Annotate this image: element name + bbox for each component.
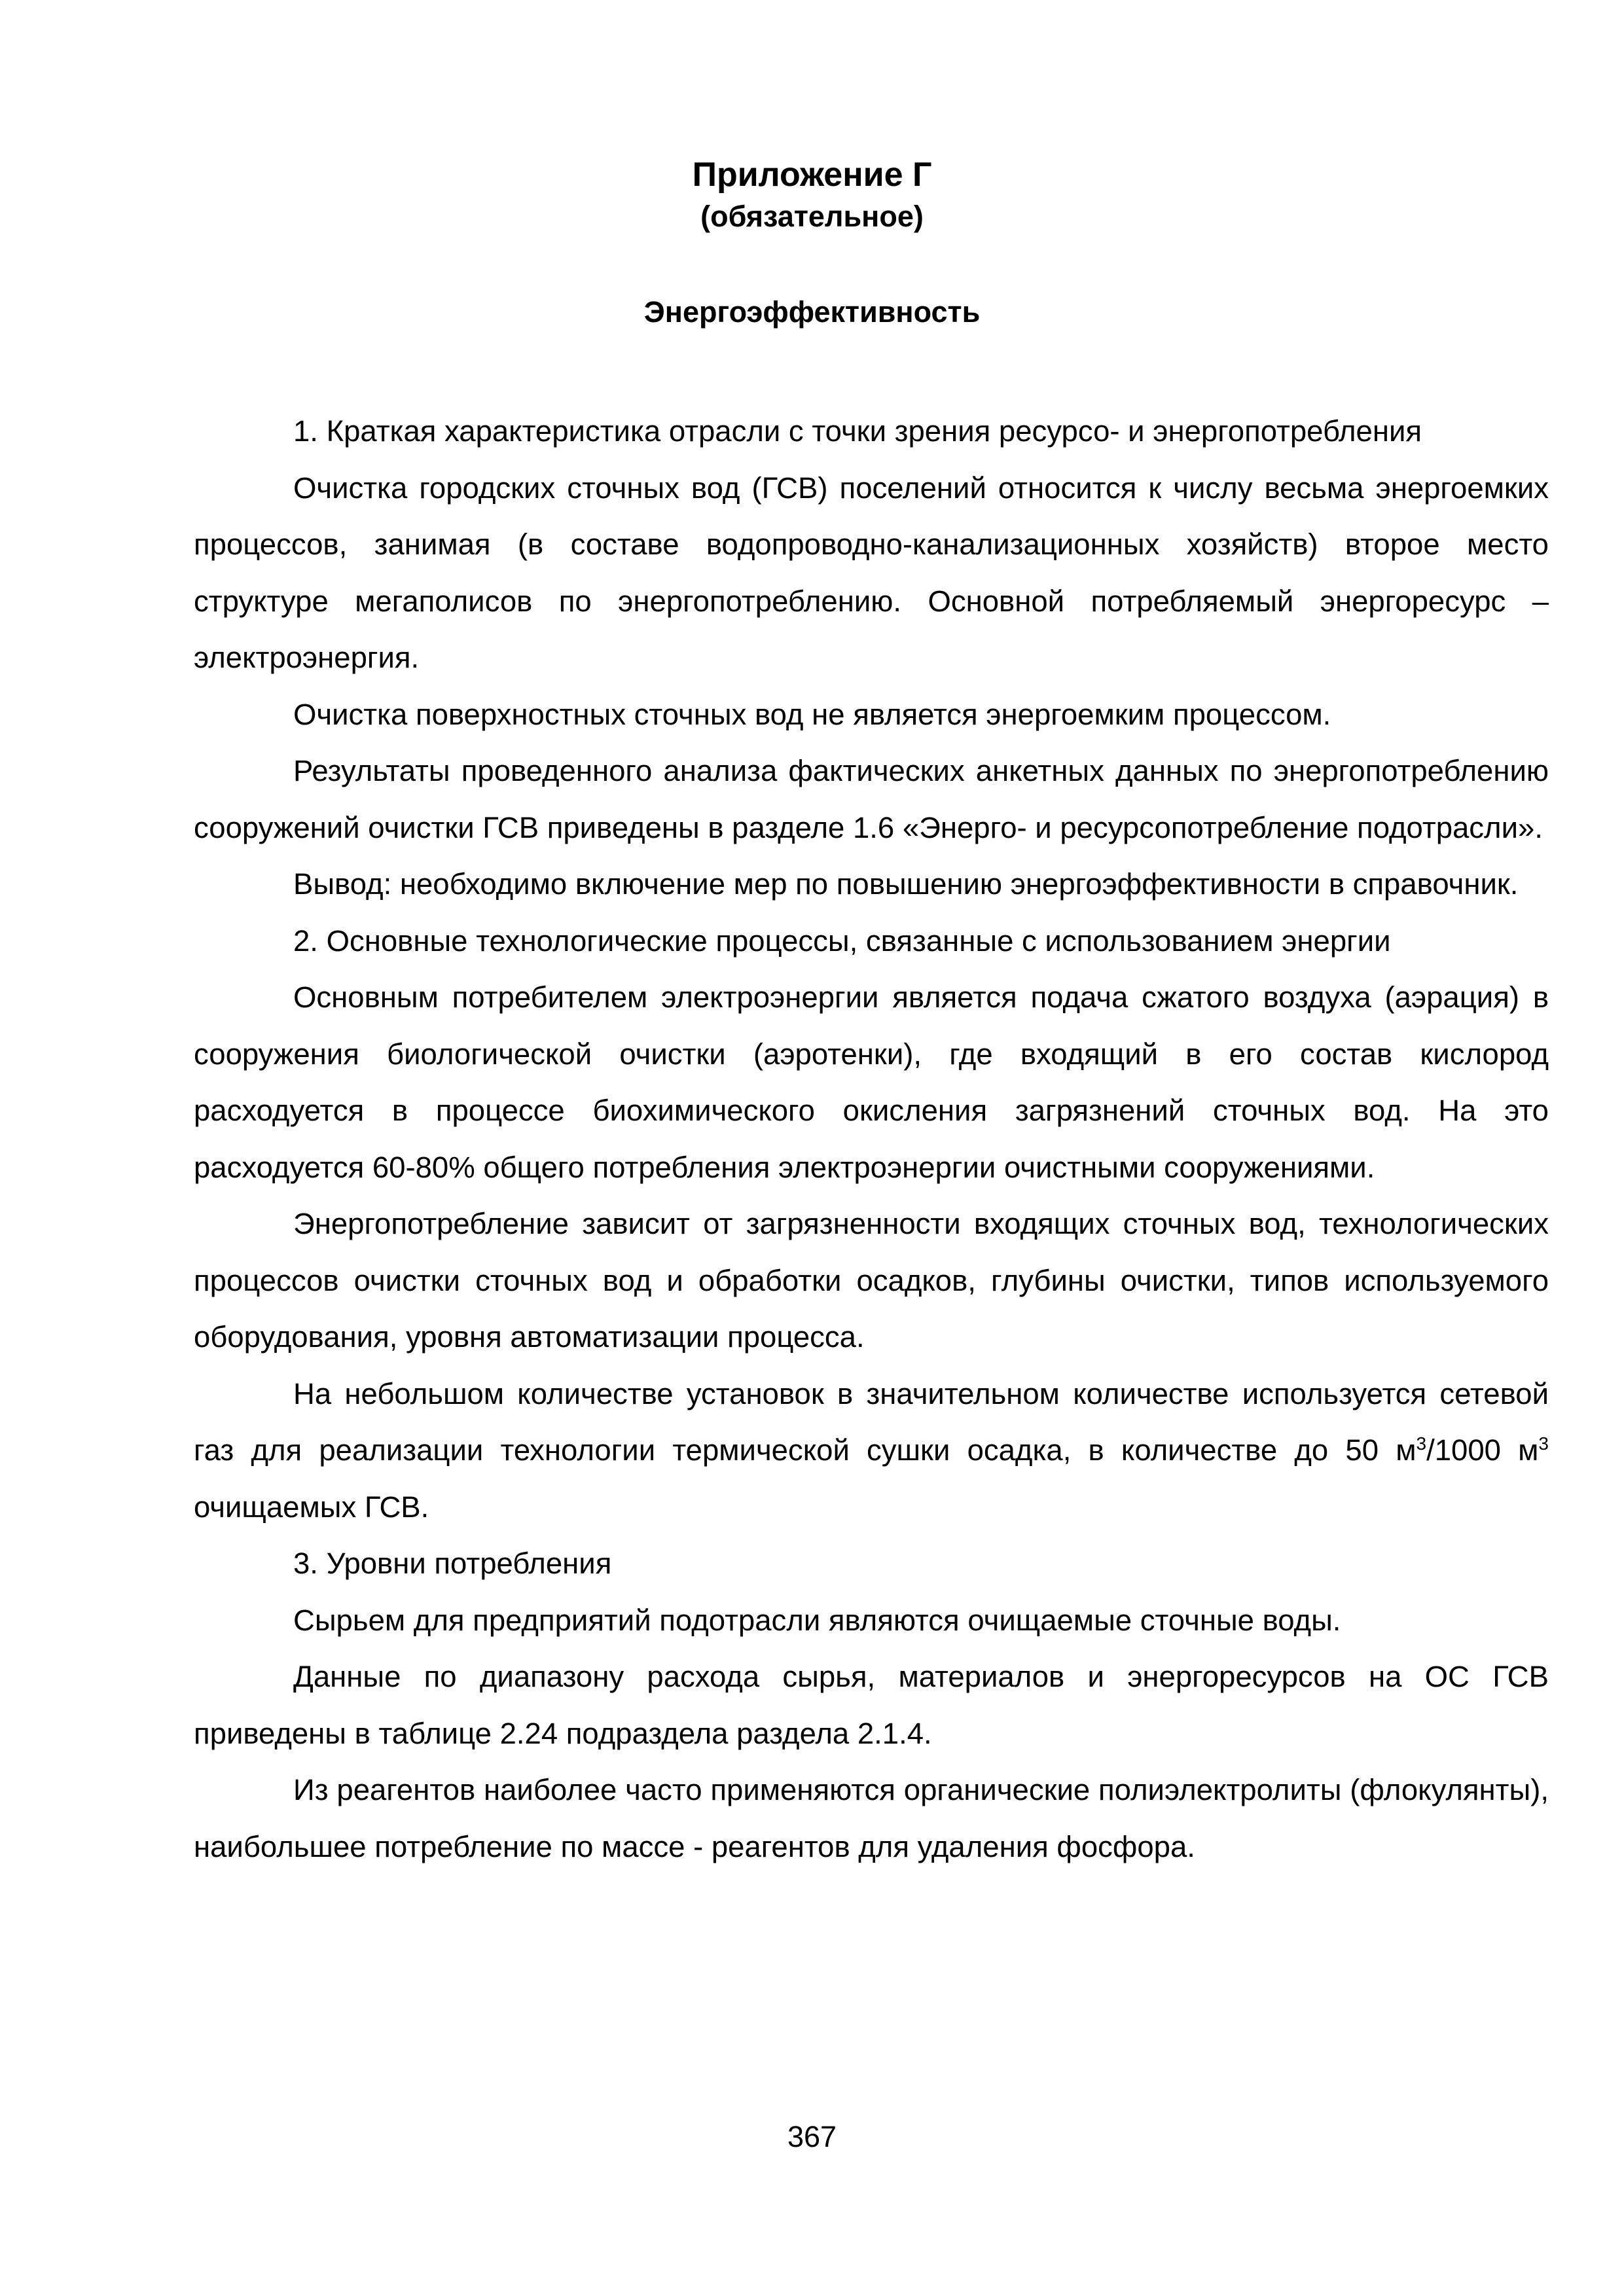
paragraph-main-consumer: Основным потребителем электроэнергии является подача сжатого воздуха (аэрация) в сооружения биологической очистки (аэротенки), где входящий в его состав кислород расходуется в процессе биохимического окисления загрязнений сточных вод. На это расходуется 60-80% общего потребления электроэнергии очистными сооружениями. [194, 980, 1549, 1184]
gas-usage-text-3: очищаемых ГСВ. [194, 1490, 429, 1524]
gas-usage-text-2: /1000 м [1426, 1433, 1539, 1467]
paragraph-energy-intensity: Очистка городских сточных вод (ГСВ) поселений относится к числу весьма энергоемких процессов, занимая (в составе водопроводно-канализационных хозяйств) второе место структуре мегаполисов по энергопотреблению. Основной потребляемый энергоресурс – электроэнергия. [194, 471, 1549, 674]
section-heading-2: 2. Основные технологические процессы, связанные с использованием энергии [293, 924, 1391, 958]
superscript-cubic-1: 3 [1416, 1433, 1427, 1454]
gas-usage-text-1: На небольшом количестве установок в значительном количестве используется сетевой газ для реализации технологии термической сушки осадка, в количестве до 50 м [194, 1376, 1549, 1467]
paragraph-consumption-factors: Энергопотребление зависит от загрязненности входящих сточных вод, технологических процессов очистки сточных вод и обработки осадков, глубины очистки, типов используемого оборудования, уровня автоматизации процесса. [194, 1207, 1549, 1354]
paragraph-data-reference: Данные по диапазону расхода сырья, материалов и энергоресурсов на ОС ГСВ приведены в таблице 2.24 подраздела раздела 2.1.4. [194, 1660, 1549, 1750]
superscript-cubic-2: 3 [1538, 1433, 1549, 1454]
section-heading-1: 1. Краткая характеристика отрасли с точки зрения ресурсо- и энергопотребления [293, 414, 1422, 448]
paragraph-conclusion: Вывод: необходимо включение мер по повышению энергоэффективности в справочник. [293, 867, 1519, 901]
body-text [194, 403, 1549, 1875]
appendix-title: Приложение Г [692, 156, 932, 194]
paragraph-gas-usage [194, 1366, 1549, 1536]
appendix-subtitle: (обязательное) [700, 200, 924, 233]
section-title: Энергоэффективность [643, 295, 981, 329]
paragraph-surface-water: Очистка поверхностных сточных вод не является энергоемким процессом. [293, 697, 1331, 731]
page-number: 367 [787, 2120, 837, 2153]
section-heading-3: 3. Уровни потребления [293, 1547, 612, 1580]
paragraph-reagents: Из реагентов наиболее часто применяются органические полиэлектролиты (флокулянты), наибольшее потребление по массе - реагентов для удаления фосфора. [194, 1773, 1549, 1863]
paragraph-raw-materials: Сырьем для предприятий подотрасли являются очищаемые сточные воды. [293, 1603, 1341, 1637]
paragraph-analysis-results: Результаты проведенного анализа фактических анкетных данных по энергопотреблению сооружений очистки ГСВ приведены в разделе 1.6 «Энерго- и ресурсопотребление подотрасли». [194, 754, 1549, 844]
